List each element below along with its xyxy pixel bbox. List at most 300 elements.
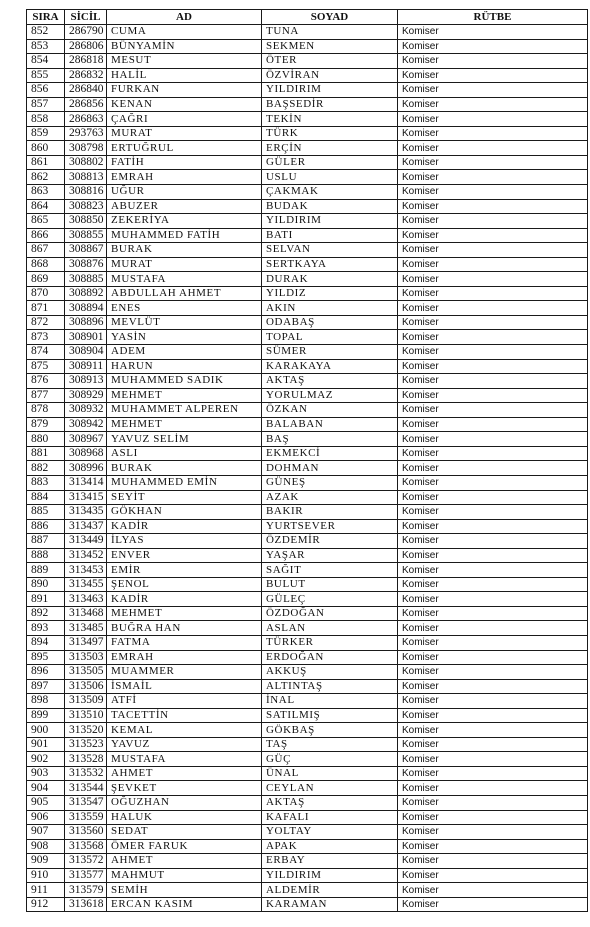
cell-rutbe: Komiser — [398, 112, 588, 127]
cell-rutbe: Komiser — [398, 723, 588, 738]
table-row — [27, 534, 588, 549]
cell-sicil: 308892 — [65, 286, 107, 301]
cell-soyad: GÜLER — [262, 155, 398, 170]
cell-ad: MEHMET — [107, 606, 262, 621]
cell-soyad: BAŞ — [262, 432, 398, 447]
cell-rutbe: Komiser — [398, 665, 588, 680]
cell-soyad: AKTAŞ — [262, 795, 398, 810]
cell-soyad: GÜNEŞ — [262, 475, 398, 490]
cell-sira: 866 — [27, 228, 65, 243]
table-row — [27, 752, 588, 767]
cell-soyad: AZAK — [262, 490, 398, 505]
cell-ad: ÖMER FARUK — [107, 839, 262, 854]
cell-ad: EMRAH — [107, 650, 262, 665]
cell-soyad: TÜRKER — [262, 635, 398, 650]
table-row — [27, 403, 588, 418]
table-row — [27, 810, 588, 825]
column-header-soyad: SOYAD — [262, 10, 398, 25]
cell-soyad: TOPAL — [262, 330, 398, 345]
cell-ad: AHMET — [107, 854, 262, 869]
cell-ad: FATMA — [107, 635, 262, 650]
cell-sicil: 313505 — [65, 665, 107, 680]
table-row — [27, 708, 588, 723]
cell-soyad: BAŞSEDİR — [262, 97, 398, 112]
cell-ad: OĞUZHAN — [107, 795, 262, 810]
cell-sicil: 313579 — [65, 883, 107, 898]
table-row — [27, 374, 588, 389]
cell-sicil: 286818 — [65, 54, 107, 69]
cell-ad: İSMAİL — [107, 679, 262, 694]
cell-rutbe: Komiser — [398, 228, 588, 243]
cell-ad: KADİR — [107, 592, 262, 607]
cell-rutbe: Komiser — [398, 461, 588, 476]
cell-rutbe: Komiser — [398, 490, 588, 505]
cell-sicil: 308850 — [65, 214, 107, 229]
cell-sicil: 313528 — [65, 752, 107, 767]
cell-soyad: DURAK — [262, 272, 398, 287]
cell-rutbe: Komiser — [398, 606, 588, 621]
cell-rutbe: Komiser — [398, 185, 588, 200]
cell-sira: 888 — [27, 548, 65, 563]
cell-ad: MUHAMMET ALPEREN — [107, 403, 262, 418]
cell-soyad: ÖZDOĞAN — [262, 606, 398, 621]
cell-sira: 876 — [27, 374, 65, 389]
cell-rutbe: Komiser — [398, 475, 588, 490]
cell-soyad: APAK — [262, 839, 398, 854]
cell-ad: ADEM — [107, 345, 262, 360]
table-row — [27, 345, 588, 360]
cell-ad: ASLI — [107, 446, 262, 461]
cell-sicil: 313510 — [65, 708, 107, 723]
cell-ad: HALİL — [107, 68, 262, 83]
table-row — [27, 199, 588, 214]
cell-rutbe: Komiser — [398, 199, 588, 214]
cell-rutbe: Komiser — [398, 737, 588, 752]
cell-ad: MUSTAFA — [107, 752, 262, 767]
cell-soyad: GÜLEÇ — [262, 592, 398, 607]
column-header-sicil: SİCİL — [65, 10, 107, 25]
cell-sicil: 308885 — [65, 272, 107, 287]
cell-sicil: 308876 — [65, 257, 107, 272]
cell-sira: 892 — [27, 606, 65, 621]
cell-sicil: 313532 — [65, 766, 107, 781]
cell-ad: ZEKERİYA — [107, 214, 262, 229]
table-row — [27, 214, 588, 229]
cell-sira: 910 — [27, 868, 65, 883]
table-row — [27, 141, 588, 156]
cell-rutbe: Komiser — [398, 345, 588, 360]
cell-sira: 860 — [27, 141, 65, 156]
cell-ad: ŞENOL — [107, 577, 262, 592]
cell-rutbe: Komiser — [398, 592, 588, 607]
cell-ad: MUHAMMED SADIK — [107, 374, 262, 389]
cell-rutbe: Komiser — [398, 621, 588, 636]
cell-sicil: 308855 — [65, 228, 107, 243]
cell-sicil: 286840 — [65, 83, 107, 98]
cell-sira: 882 — [27, 461, 65, 476]
table-row — [27, 635, 588, 650]
table-header-row — [27, 10, 588, 25]
cell-rutbe: Komiser — [398, 854, 588, 869]
cell-ad: MEHMET — [107, 388, 262, 403]
cell-sira: 875 — [27, 359, 65, 374]
table-row — [27, 97, 588, 112]
cell-sicil: 313435 — [65, 505, 107, 520]
cell-sicil: 308932 — [65, 403, 107, 418]
cell-ad: MAHMUT — [107, 868, 262, 883]
cell-sicil: 308968 — [65, 446, 107, 461]
cell-sira: 895 — [27, 650, 65, 665]
table-row — [27, 795, 588, 810]
table-row — [27, 490, 588, 505]
table-row — [27, 170, 588, 185]
cell-soyad: TEKİN — [262, 112, 398, 127]
cell-rutbe: Komiser — [398, 83, 588, 98]
cell-rutbe: Komiser — [398, 272, 588, 287]
cell-sira: 852 — [27, 25, 65, 40]
cell-rutbe: Komiser — [398, 301, 588, 316]
cell-soyad: TÜRK — [262, 126, 398, 141]
cell-sira: 898 — [27, 694, 65, 709]
cell-sira: 901 — [27, 737, 65, 752]
cell-sira: 887 — [27, 534, 65, 549]
cell-ad: ERTUĞRUL — [107, 141, 262, 156]
table-row — [27, 388, 588, 403]
cell-rutbe: Komiser — [398, 810, 588, 825]
cell-soyad: GÖKBAŞ — [262, 723, 398, 738]
cell-sira: 886 — [27, 519, 65, 534]
table-row — [27, 868, 588, 883]
cell-sicil: 308901 — [65, 330, 107, 345]
cell-sicil: 313544 — [65, 781, 107, 796]
cell-sicil: 308913 — [65, 374, 107, 389]
cell-sicil: 286863 — [65, 112, 107, 127]
cell-soyad: YAŞAR — [262, 548, 398, 563]
cell-rutbe: Komiser — [398, 97, 588, 112]
cell-sira: 906 — [27, 810, 65, 825]
table-row — [27, 257, 588, 272]
cell-ad: MESUT — [107, 54, 262, 69]
cell-rutbe: Komiser — [398, 563, 588, 578]
cell-rutbe: Komiser — [398, 752, 588, 767]
table-row — [27, 359, 588, 374]
cell-ad: ENVER — [107, 548, 262, 563]
table-row — [27, 112, 588, 127]
table-row — [27, 461, 588, 476]
cell-rutbe: Komiser — [398, 359, 588, 374]
cell-soyad: ALDEMİR — [262, 883, 398, 898]
cell-rutbe: Komiser — [398, 766, 588, 781]
cell-sicil: 308894 — [65, 301, 107, 316]
table-row — [27, 650, 588, 665]
cell-soyad: ERDOĞAN — [262, 650, 398, 665]
cell-sicil: 313568 — [65, 839, 107, 854]
cell-sicil: 313485 — [65, 621, 107, 636]
cell-soyad: TUNA — [262, 25, 398, 40]
cell-ad: SEYİT — [107, 490, 262, 505]
table-row — [27, 68, 588, 83]
table-body — [27, 25, 588, 912]
table-row — [27, 694, 588, 709]
cell-ad: BURAK — [107, 243, 262, 258]
cell-soyad: İNAL — [262, 694, 398, 709]
cell-sicil: 313455 — [65, 577, 107, 592]
cell-ad: GÖKHAN — [107, 505, 262, 520]
cell-sicil: 313414 — [65, 475, 107, 490]
cell-sira: 884 — [27, 490, 65, 505]
cell-sicil: 313437 — [65, 519, 107, 534]
cell-sicil: 308802 — [65, 155, 107, 170]
cell-sira: 903 — [27, 766, 65, 781]
cell-sira: 899 — [27, 708, 65, 723]
cell-sicil: 313577 — [65, 868, 107, 883]
cell-rutbe: Komiser — [398, 388, 588, 403]
cell-soyad: SERTKAYA — [262, 257, 398, 272]
cell-sira: 896 — [27, 665, 65, 680]
cell-soyad: CEYLAN — [262, 781, 398, 796]
cell-sicil: 313452 — [65, 548, 107, 563]
cell-soyad: YORULMAZ — [262, 388, 398, 403]
cell-rutbe: Komiser — [398, 897, 588, 912]
cell-sira: 890 — [27, 577, 65, 592]
cell-ad: YASİN — [107, 330, 262, 345]
cell-sicil: 313559 — [65, 810, 107, 825]
cell-sira: 908 — [27, 839, 65, 854]
table-row — [27, 272, 588, 287]
cell-sira: 854 — [27, 54, 65, 69]
table-row — [27, 665, 588, 680]
cell-sira: 868 — [27, 257, 65, 272]
table-row — [27, 330, 588, 345]
cell-sira: 883 — [27, 475, 65, 490]
cell-sira: 871 — [27, 301, 65, 316]
cell-rutbe: Komiser — [398, 126, 588, 141]
cell-soyad: AKKUŞ — [262, 665, 398, 680]
cell-soyad: YURTSEVER — [262, 519, 398, 534]
table-row — [27, 505, 588, 520]
cell-sicil: 293763 — [65, 126, 107, 141]
cell-sira: 874 — [27, 345, 65, 360]
table-row — [27, 446, 588, 461]
cell-sira: 865 — [27, 214, 65, 229]
cell-ad: MUSTAFA — [107, 272, 262, 287]
cell-sira: 864 — [27, 199, 65, 214]
table-row — [27, 548, 588, 563]
table-row — [27, 83, 588, 98]
cell-ad: MUHAMMED FATİH — [107, 228, 262, 243]
cell-sicil: 313453 — [65, 563, 107, 578]
cell-rutbe: Komiser — [398, 257, 588, 272]
cell-soyad: ODABAŞ — [262, 315, 398, 330]
cell-sira: 857 — [27, 97, 65, 112]
cell-sira: 905 — [27, 795, 65, 810]
personnel-list-sheet — [26, 9, 587, 912]
cell-ad: YAVUZ SELİM — [107, 432, 262, 447]
cell-sicil: 313523 — [65, 737, 107, 752]
cell-soyad: USLU — [262, 170, 398, 185]
cell-rutbe: Komiser — [398, 417, 588, 432]
table-row — [27, 577, 588, 592]
table-row — [27, 766, 588, 781]
cell-rutbe: Komiser — [398, 432, 588, 447]
cell-soyad: BALABAN — [262, 417, 398, 432]
cell-ad: ERCAN KASIM — [107, 897, 262, 912]
cell-soyad: BATI — [262, 228, 398, 243]
cell-sira: 877 — [27, 388, 65, 403]
cell-sicil: 313572 — [65, 854, 107, 869]
table-row — [27, 25, 588, 40]
cell-sira: 885 — [27, 505, 65, 520]
cell-rutbe: Komiser — [398, 141, 588, 156]
cell-rutbe: Komiser — [398, 868, 588, 883]
cell-soyad: SAĞIT — [262, 563, 398, 578]
cell-rutbe: Komiser — [398, 54, 588, 69]
cell-soyad: TAŞ — [262, 737, 398, 752]
cell-soyad: BULUT — [262, 577, 398, 592]
cell-sicil: 308816 — [65, 185, 107, 200]
cell-ad: KADİR — [107, 519, 262, 534]
cell-sicil: 313547 — [65, 795, 107, 810]
cell-sicil: 313560 — [65, 825, 107, 840]
cell-soyad: YILDIRIM — [262, 868, 398, 883]
cell-ad: ENES — [107, 301, 262, 316]
cell-soyad: YILDIRIM — [262, 214, 398, 229]
cell-rutbe: Komiser — [398, 694, 588, 709]
cell-soyad: ÖZVİRAN — [262, 68, 398, 83]
table-row — [27, 475, 588, 490]
cell-soyad: SATILMIŞ — [262, 708, 398, 723]
table-row — [27, 723, 588, 738]
column-header-sira: SIRA — [27, 10, 65, 25]
column-header-ad: AD — [107, 10, 262, 25]
cell-rutbe: Komiser — [398, 635, 588, 650]
cell-soyad: BAKIR — [262, 505, 398, 520]
cell-sicil: 313468 — [65, 606, 107, 621]
personnel-table — [26, 9, 588, 912]
cell-sicil: 308798 — [65, 141, 107, 156]
cell-soyad: ALTINTAŞ — [262, 679, 398, 694]
cell-soyad: DOHMAN — [262, 461, 398, 476]
cell-ad: ŞEVKET — [107, 781, 262, 796]
cell-soyad: SELVAN — [262, 243, 398, 258]
cell-ad: HALUK — [107, 810, 262, 825]
cell-ad: MUAMMER — [107, 665, 262, 680]
cell-sira: 855 — [27, 68, 65, 83]
cell-ad: YAVUZ — [107, 737, 262, 752]
cell-sicil: 308823 — [65, 199, 107, 214]
cell-soyad: YOLTAY — [262, 825, 398, 840]
table-row — [27, 519, 588, 534]
table-row — [27, 883, 588, 898]
cell-rutbe: Komiser — [398, 403, 588, 418]
cell-sicil: 286790 — [65, 25, 107, 40]
table-row — [27, 839, 588, 854]
cell-rutbe: Komiser — [398, 534, 588, 549]
cell-rutbe: Komiser — [398, 781, 588, 796]
cell-sira: 870 — [27, 286, 65, 301]
cell-sicil: 308967 — [65, 432, 107, 447]
table-row — [27, 737, 588, 752]
cell-soyad: SEKMEN — [262, 39, 398, 54]
cell-rutbe: Komiser — [398, 825, 588, 840]
cell-sicil: 286832 — [65, 68, 107, 83]
table-row — [27, 126, 588, 141]
cell-sira: 872 — [27, 315, 65, 330]
table-row — [27, 301, 588, 316]
cell-rutbe: Komiser — [398, 577, 588, 592]
cell-sira: 902 — [27, 752, 65, 767]
cell-rutbe: Komiser — [398, 214, 588, 229]
cell-sicil: 308904 — [65, 345, 107, 360]
cell-ad: BURAK — [107, 461, 262, 476]
cell-sicil: 313509 — [65, 694, 107, 709]
cell-soyad: ÖZDEMİR — [262, 534, 398, 549]
cell-sira: 911 — [27, 883, 65, 898]
cell-ad: CUMA — [107, 25, 262, 40]
cell-soyad: EKMEKCİ — [262, 446, 398, 461]
cell-sicil: 313497 — [65, 635, 107, 650]
cell-sicil: 313463 — [65, 592, 107, 607]
table-row — [27, 825, 588, 840]
cell-sicil: 286856 — [65, 97, 107, 112]
cell-sicil: 313520 — [65, 723, 107, 738]
table-row — [27, 679, 588, 694]
table-row — [27, 432, 588, 447]
cell-ad: KENAN — [107, 97, 262, 112]
cell-sicil: 286806 — [65, 39, 107, 54]
cell-soyad: YILDIRIM — [262, 83, 398, 98]
cell-rutbe: Komiser — [398, 68, 588, 83]
cell-sicil: 313415 — [65, 490, 107, 505]
cell-rutbe: Komiser — [398, 679, 588, 694]
cell-rutbe: Komiser — [398, 548, 588, 563]
cell-ad: MUHAMMED EMİN — [107, 475, 262, 490]
cell-soyad: ÇAKMAK — [262, 185, 398, 200]
cell-soyad: GÜÇ — [262, 752, 398, 767]
cell-ad: TACETTİN — [107, 708, 262, 723]
cell-sicil: 313449 — [65, 534, 107, 549]
cell-sira: 907 — [27, 825, 65, 840]
cell-rutbe: Komiser — [398, 839, 588, 854]
cell-sira: 897 — [27, 679, 65, 694]
cell-rutbe: Komiser — [398, 286, 588, 301]
cell-soyad: ÖZKAN — [262, 403, 398, 418]
table-row — [27, 243, 588, 258]
cell-soyad: ÜNAL — [262, 766, 398, 781]
cell-soyad: ERBAY — [262, 854, 398, 869]
cell-sira: 893 — [27, 621, 65, 636]
cell-soyad: ERÇİN — [262, 141, 398, 156]
table-row — [27, 621, 588, 636]
table-row — [27, 185, 588, 200]
cell-sira: 859 — [27, 126, 65, 141]
cell-sicil: 313506 — [65, 679, 107, 694]
cell-soyad: ASLAN — [262, 621, 398, 636]
cell-rutbe: Komiser — [398, 155, 588, 170]
cell-rutbe: Komiser — [398, 446, 588, 461]
table-row — [27, 39, 588, 54]
table-row — [27, 54, 588, 69]
table-row — [27, 228, 588, 243]
cell-ad: UĞUR — [107, 185, 262, 200]
cell-rutbe: Komiser — [398, 708, 588, 723]
cell-ad: MURAT — [107, 257, 262, 272]
cell-rutbe: Komiser — [398, 39, 588, 54]
cell-ad: EMRAH — [107, 170, 262, 185]
cell-soyad: AKTAŞ — [262, 374, 398, 389]
table-row — [27, 592, 588, 607]
cell-sicil: 313503 — [65, 650, 107, 665]
